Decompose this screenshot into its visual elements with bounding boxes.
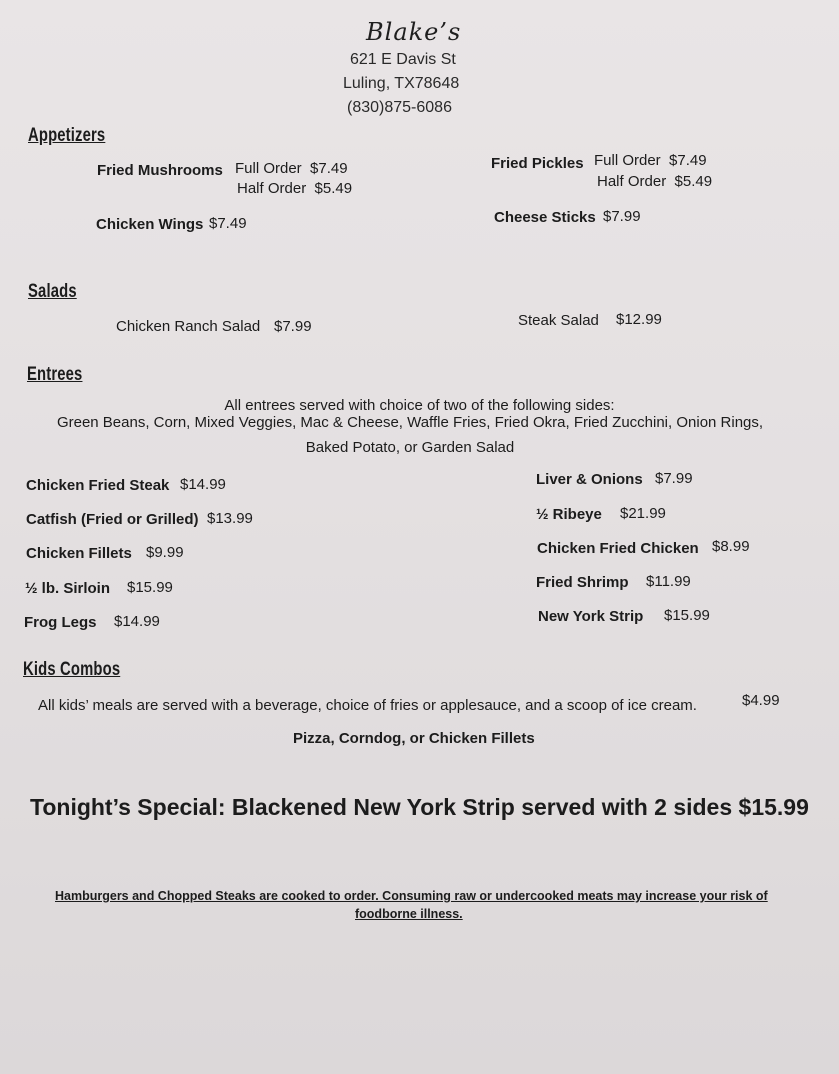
entree-name: ½ Ribeye [536,506,602,523]
kids-combos-heading: Kids Combos [23,659,121,680]
entree-name: New York Strip [538,608,644,625]
entree-price: $9.99 [146,544,184,561]
entree-name: Catfish (Fried or Grilled) [26,511,199,528]
entree-price: $15.99 [664,607,710,624]
entree-name: Liver & Onions [536,471,643,488]
entree-price: $15.99 [127,579,173,596]
tonights-special: Tonight’s Special: Blackened New York Strip served with 2 sides $15.99 [30,794,809,820]
kids-price: $4.99 [742,692,780,709]
entree-name: Chicken Fried Chicken [537,540,699,557]
chicken-wings-price: $7.49 [209,215,247,232]
steak-salad-name: Steak Salad [518,312,599,329]
disclaimer-line1: Hamburgers and Chopped Steaks are cooked to order. Consuming raw or undercooked meats may increase your risk of [55,889,768,903]
chicken-ranch-salad-name: Chicken Ranch Salad [116,318,261,335]
fried-mushrooms-half: Half Order $5.49 [237,180,353,197]
entree-name: Chicken Fried Steak [26,477,170,494]
chicken-wings-name: Chicken Wings [96,216,204,233]
entree-name: Chicken Fillets [26,545,132,562]
entree-price: $7.99 [655,470,693,487]
phone-number: (830)875-6086 [347,99,452,116]
fried-pickles-name: Fried Pickles [491,155,584,172]
disclaimer-line2: foodborne illness. [355,907,463,921]
salads-heading: Salads [28,281,77,302]
fried-mushrooms-name: Fried Mushrooms [97,162,223,179]
entree-price: $14.99 [114,613,160,630]
fried-pickles-half: Half Order $5.49 [597,173,713,190]
entree-price: $14.99 [180,476,226,493]
fried-mushrooms-full: Full Order $7.49 [235,160,348,177]
appetizers-heading: Appetizers [28,125,106,146]
sides-list-line2: Baked Potato, or Garden Salad [305,439,515,456]
cheese-sticks-name: Cheese Sticks [494,209,596,226]
steak-salad-price: $12.99 [616,311,662,328]
sides-intro: All entrees served with choice of two of the following sides: [224,397,615,414]
entree-name: ½ lb. Sirloin [25,580,111,597]
street-address: 621 E Davis St [350,51,456,68]
cheese-sticks-price: $7.99 [603,208,641,225]
entree-name: Fried Shrimp [536,574,629,591]
kids-options: Pizza, Corndog, or Chicken Fillets [293,730,535,747]
sides-list-line1: Green Beans, Corn, Mixed Veggies, Mac & Cheese, Waffle Fries, Fried Okra, Fried Zucchini, Onion Rings, [56,414,764,431]
fried-pickles-full: Full Order $7.49 [594,152,707,169]
chicken-ranch-salad-price: $7.99 [274,318,312,335]
entree-price: $21.99 [620,505,666,522]
entree-price: $11.99 [646,573,691,590]
entree-price: $8.99 [712,538,750,555]
entree-price: $13.99 [207,510,253,527]
city-address: Luling, TX78648 [343,75,460,92]
entrees-heading: Entrees [27,364,83,385]
entree-name: Frog Legs [24,614,97,631]
restaurant-name: Blake’s [366,18,462,46]
kids-description: All kids’ meals are served with a beverage, choice of fries or applesauce, and a scoop of ice cream. [38,697,697,714]
